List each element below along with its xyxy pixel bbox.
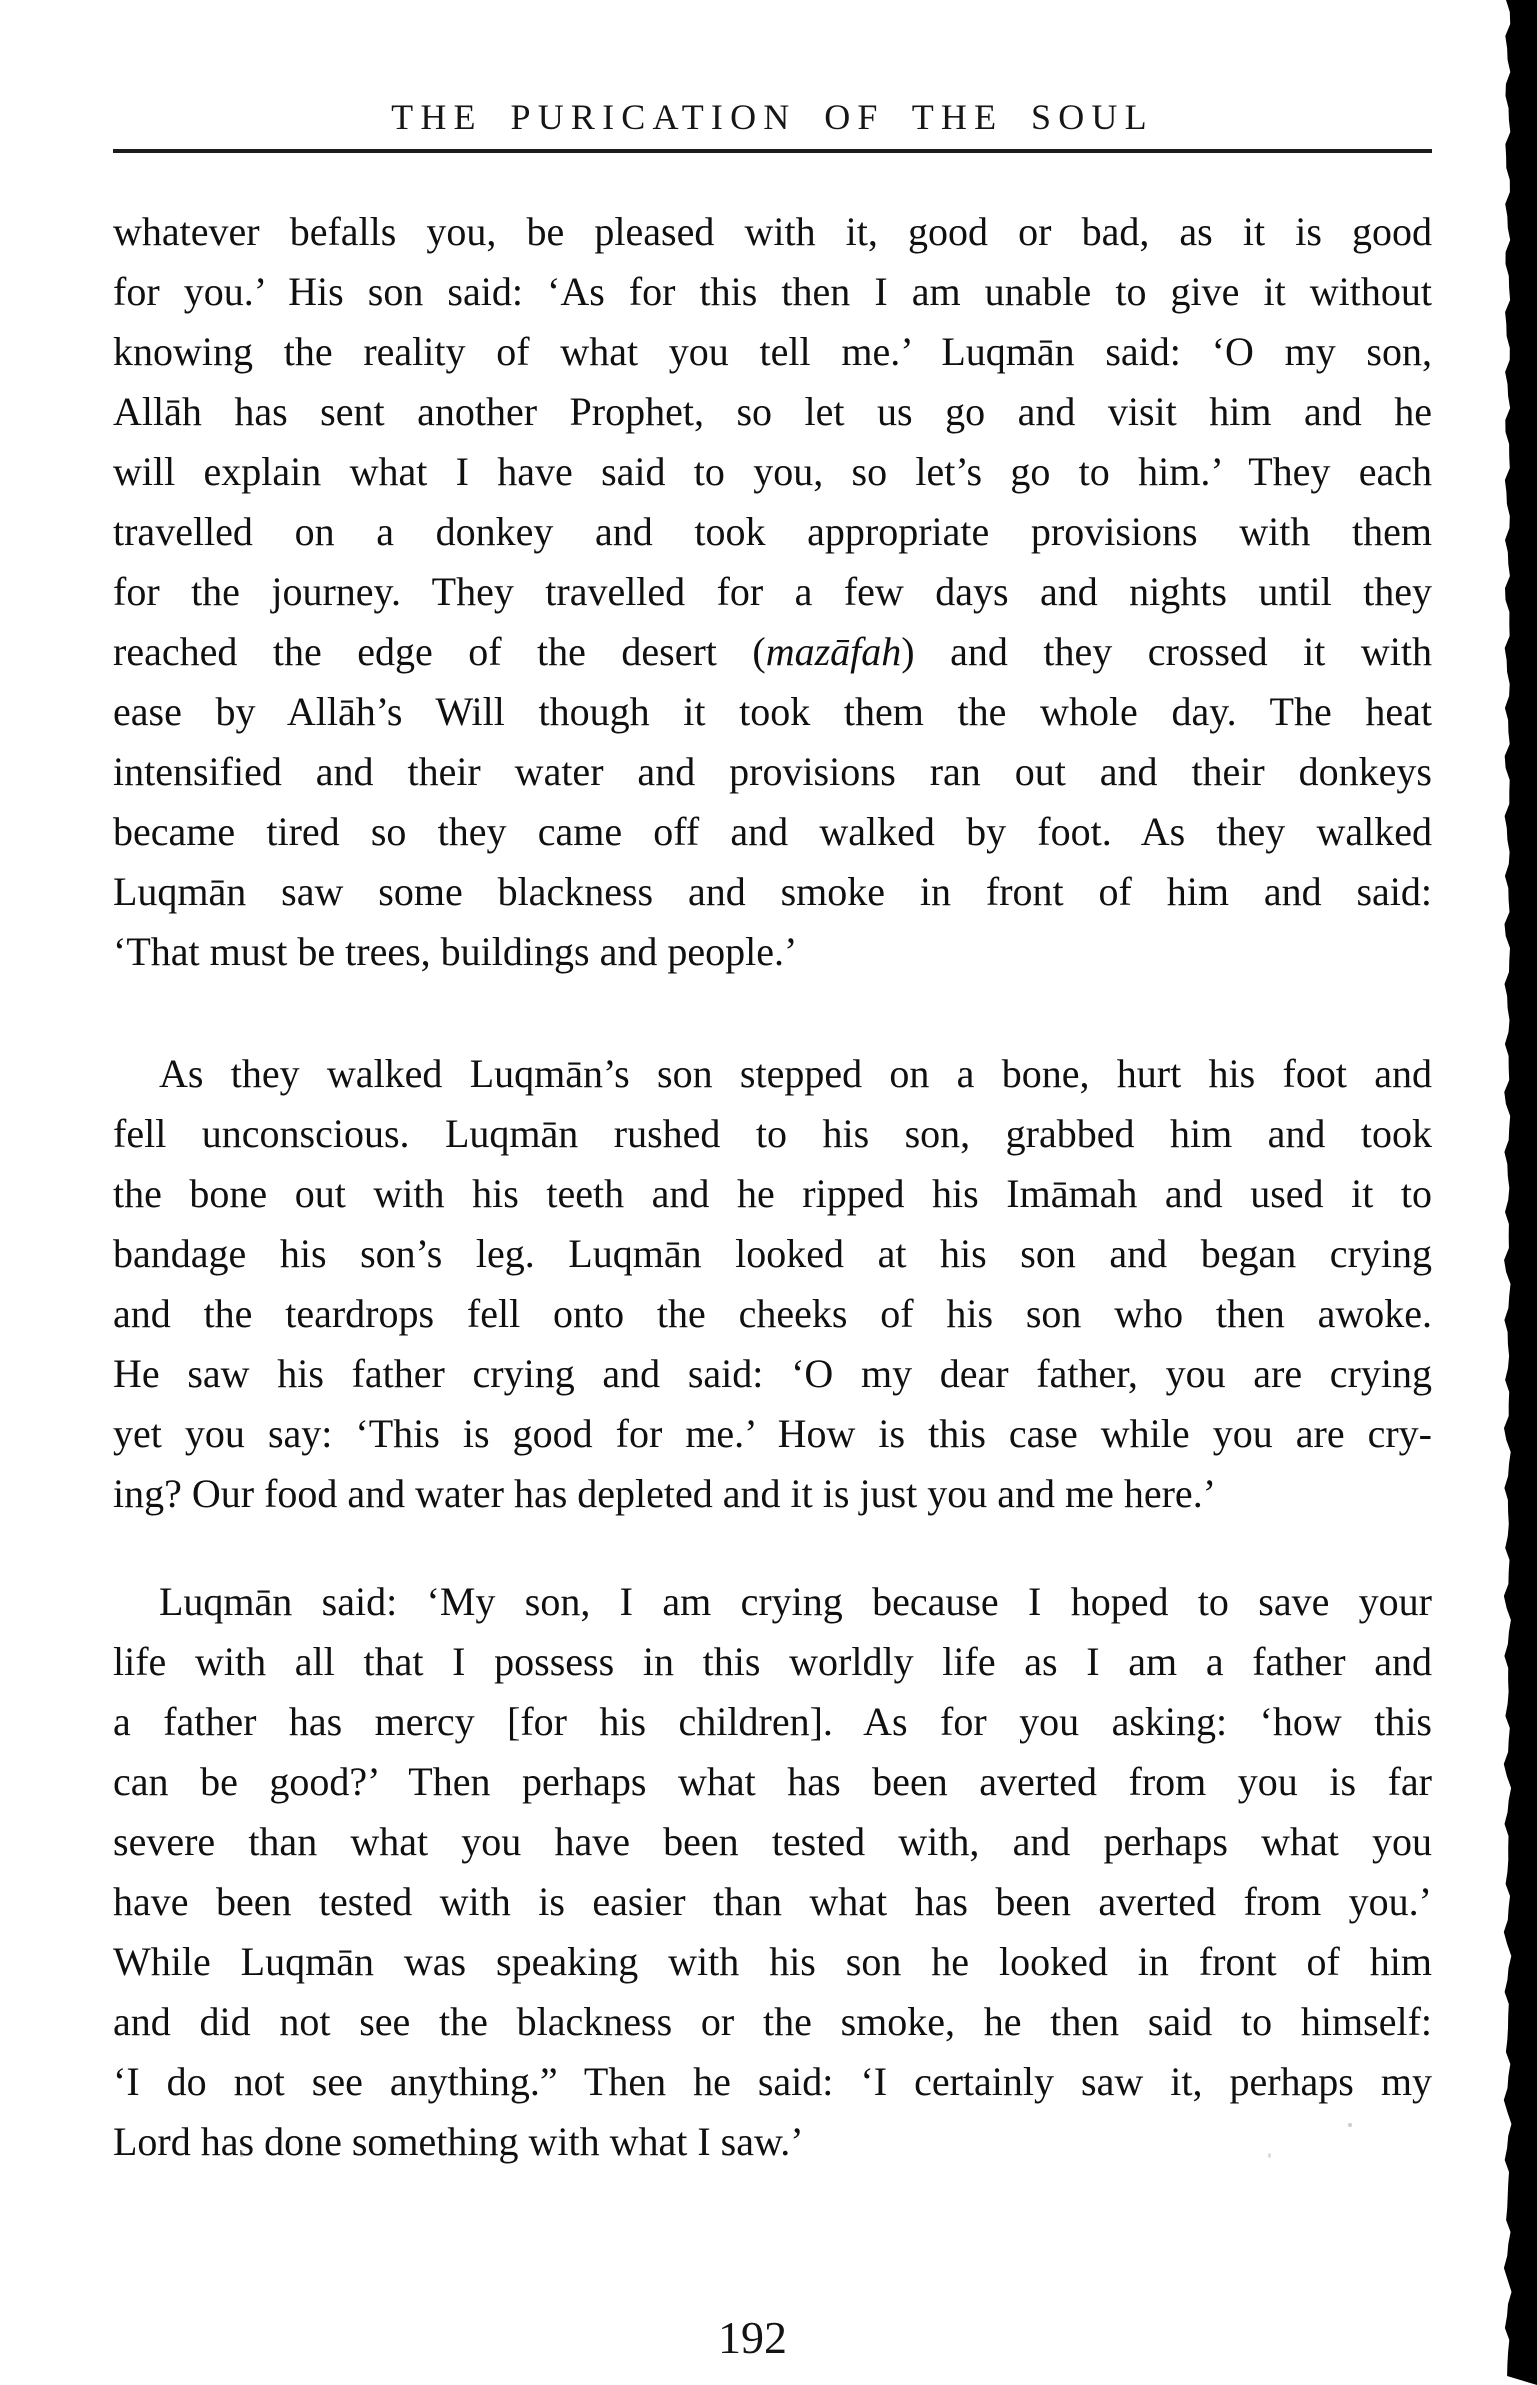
text-line: for the journey. They travelled for a few days and nights until they xyxy=(113,569,1432,614)
text-line: yet you say: ‘This is good for me.’ How is this case while you are cry- xyxy=(113,1411,1432,1456)
text-line: a father has mercy [for his children]. As for you asking: ‘how this xyxy=(113,1699,1432,1744)
scan-edge-bar xyxy=(1497,0,1537,2385)
paragraph xyxy=(113,202,1432,982)
text-line: severe than what you have been tested with, and perhaps what you xyxy=(113,1819,1432,1864)
text-line: Luqmān saw some blackness and smoke in front of him and said: xyxy=(113,869,1432,914)
text-line: intensified and their water and provisions ran out and their donkeys xyxy=(113,749,1432,794)
text-line: Allāh has sent another Prophet, so let us go and visit him and he xyxy=(113,389,1432,434)
scan-speck xyxy=(1348,2123,1352,2127)
text-line: the bone out with his teeth and he ripped his Imāmah and used it to xyxy=(113,1171,1432,1216)
header-rule xyxy=(113,149,1432,153)
text-line: ‘I do not see anything.” Then he said: ‘I certainly saw it, perhaps my xyxy=(113,2059,1432,2104)
text-line: and did not see the blackness or the smoke, he then said to himself: xyxy=(113,1999,1432,2044)
text-line: bandage his son’s leg. Luqmān looked at his son and began crying xyxy=(113,1231,1432,1276)
text-line: As they walked Luqmān’s son stepped on a bone, hurt his foot and xyxy=(159,1051,1432,1096)
text-line: Lord has done something with what I saw.’ xyxy=(113,2119,804,2164)
text-line: While Luqmān was speaking with his son he looked in front of him xyxy=(113,1939,1432,1984)
text-line: became tired so they came off and walked by foot. As they walked xyxy=(113,809,1432,854)
running-header: THE PURICATION OF THE SOUL xyxy=(391,97,1154,137)
text-line: knowing the reality of what you tell me.’ Luqmān said: ‘O my son, xyxy=(113,329,1432,374)
text-segment: ) and they crossed it with xyxy=(901,629,1432,674)
text-line: and the teardrops fell onto the cheeks of his son who then awoke. xyxy=(113,1291,1432,1336)
text-line: travelled on a donkey and took appropriate provisions with them xyxy=(113,509,1432,554)
text-line: whatever befalls you, be pleased with it, good or bad, as it is good xyxy=(113,209,1432,254)
text-line: ‘That must be trees, buildings and people.’ xyxy=(113,929,798,974)
text-line: for you.’ His son said: ‘As for this then I am unable to give it without xyxy=(113,269,1432,314)
text-line: ing? Our food and water has depleted and it is just you and me here.’ xyxy=(113,1471,1217,1516)
text-line xyxy=(113,622,1432,682)
text-block xyxy=(113,202,1432,2172)
scan-speck xyxy=(1268,2153,1271,2158)
scan-speck xyxy=(240,2150,243,2157)
text-line: have been tested with is easier than what has been averted from you.’ xyxy=(113,1879,1432,1924)
text-line: He saw his father crying and said: ‘O my dear father, you are crying xyxy=(113,1351,1432,1396)
text-line: can be good?’ Then perhaps what has been averted from you is far xyxy=(113,1759,1432,1804)
transliterated-term: mazāfah xyxy=(765,629,902,674)
text-line: Luqmān said: ‘My son, I am crying because I hoped to save your xyxy=(159,1579,1432,1624)
paragraph xyxy=(113,1572,1432,2172)
page-number: 192 xyxy=(718,2312,787,2363)
text-line: fell unconscious. Luqmān rushed to his son, grabbed him and took xyxy=(113,1111,1432,1156)
text-segment: reached the edge of the desert ( xyxy=(113,629,766,674)
text-line: ease by Allāh’s Will though it took them the whole day. The heat xyxy=(113,689,1432,734)
text-line: life with all that I possess in this worldly life as I am a father and xyxy=(113,1639,1432,1684)
paragraph xyxy=(113,1044,1432,1524)
text-line: will explain what I have said to you, so let’s go to him.’ They each xyxy=(113,449,1432,494)
